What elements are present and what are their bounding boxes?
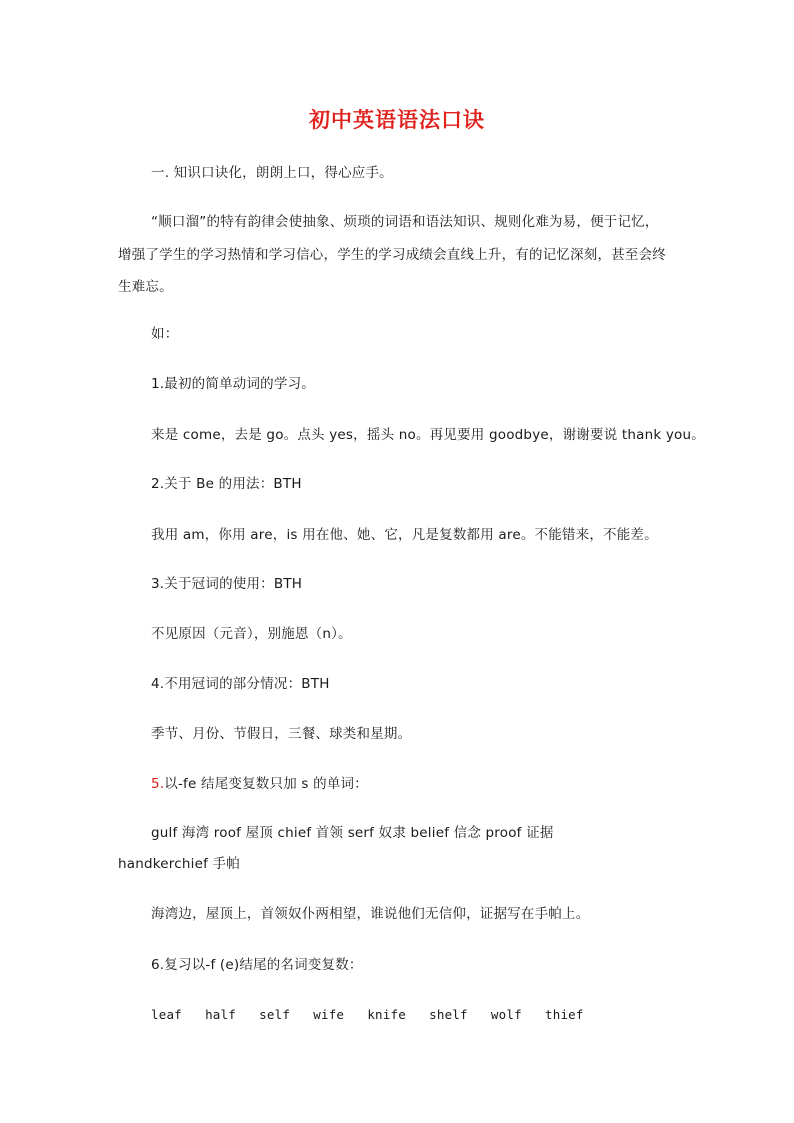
item-5-heading xyxy=(151,774,368,794)
item-6-words: leaf half self wife knife shelf wolf thief xyxy=(151,1007,584,1022)
item-1-heading: 1.最初的简单动词的学习。 xyxy=(151,376,315,392)
document-title: 初中英语语法口诀 xyxy=(309,108,485,132)
item-2-heading: 2.关于 Be 的用法：BTH xyxy=(151,476,302,492)
item-5-vocab-line-2: handkerchief 手帕 xyxy=(118,856,240,872)
item-5-vocab-line-1: gulf 海湾 roof 屋顶 chief 首领 serf 奴隶 belief 信念 proof 证据 xyxy=(151,825,554,841)
item-4-heading: 4.不用冠词的部分情况：BTH xyxy=(151,676,330,692)
item-3-heading: 3.关于冠词的使用：BTH xyxy=(151,576,303,592)
item-5-number: 5. xyxy=(151,776,165,792)
item-1-body: 来是 come，去是 go。点头 yes，摇头 no。再见要用 goodbye，谢谢要说 thank you。 xyxy=(151,427,705,443)
item-3-body: 不见原因（元音），别施恩（n）。 xyxy=(151,626,352,642)
section-heading: 一. 知识口诀化，朗朗上口，得心应手。 xyxy=(151,165,393,181)
item-5-heading-text: 以-fe 结尾变复数只加 s 的单词： xyxy=(164,776,368,792)
item-4-body: 季节、月份、节假日，三餐、球类和星期。 xyxy=(151,726,412,742)
item-2-body: 我用 am，你用 are，is 用在他、她、它，凡是复数都用 are。不能错来，不能差。 xyxy=(151,527,658,543)
intro-line-2: 增强了学生的学习热情和学习信心，学生的学习成绩会直线上升，有的记忆深刻，甚至会终 xyxy=(118,247,666,263)
intro-line-1: “顺口溜”的特有韵律会使抽象、烦琐的词语和语法知识、规则化难为易，便于记忆， xyxy=(151,214,659,230)
item-6-heading: 6.复习以-f (e)结尾的名词变复数： xyxy=(151,957,363,973)
intro-line-3: 生难忘。 xyxy=(118,279,173,295)
item-5-rhyme: 海湾边，屋顶上，首领奴仆两相望，谁说他们无信仰，证据写在手帕上。 xyxy=(151,906,590,922)
example-label: 如： xyxy=(151,326,179,342)
